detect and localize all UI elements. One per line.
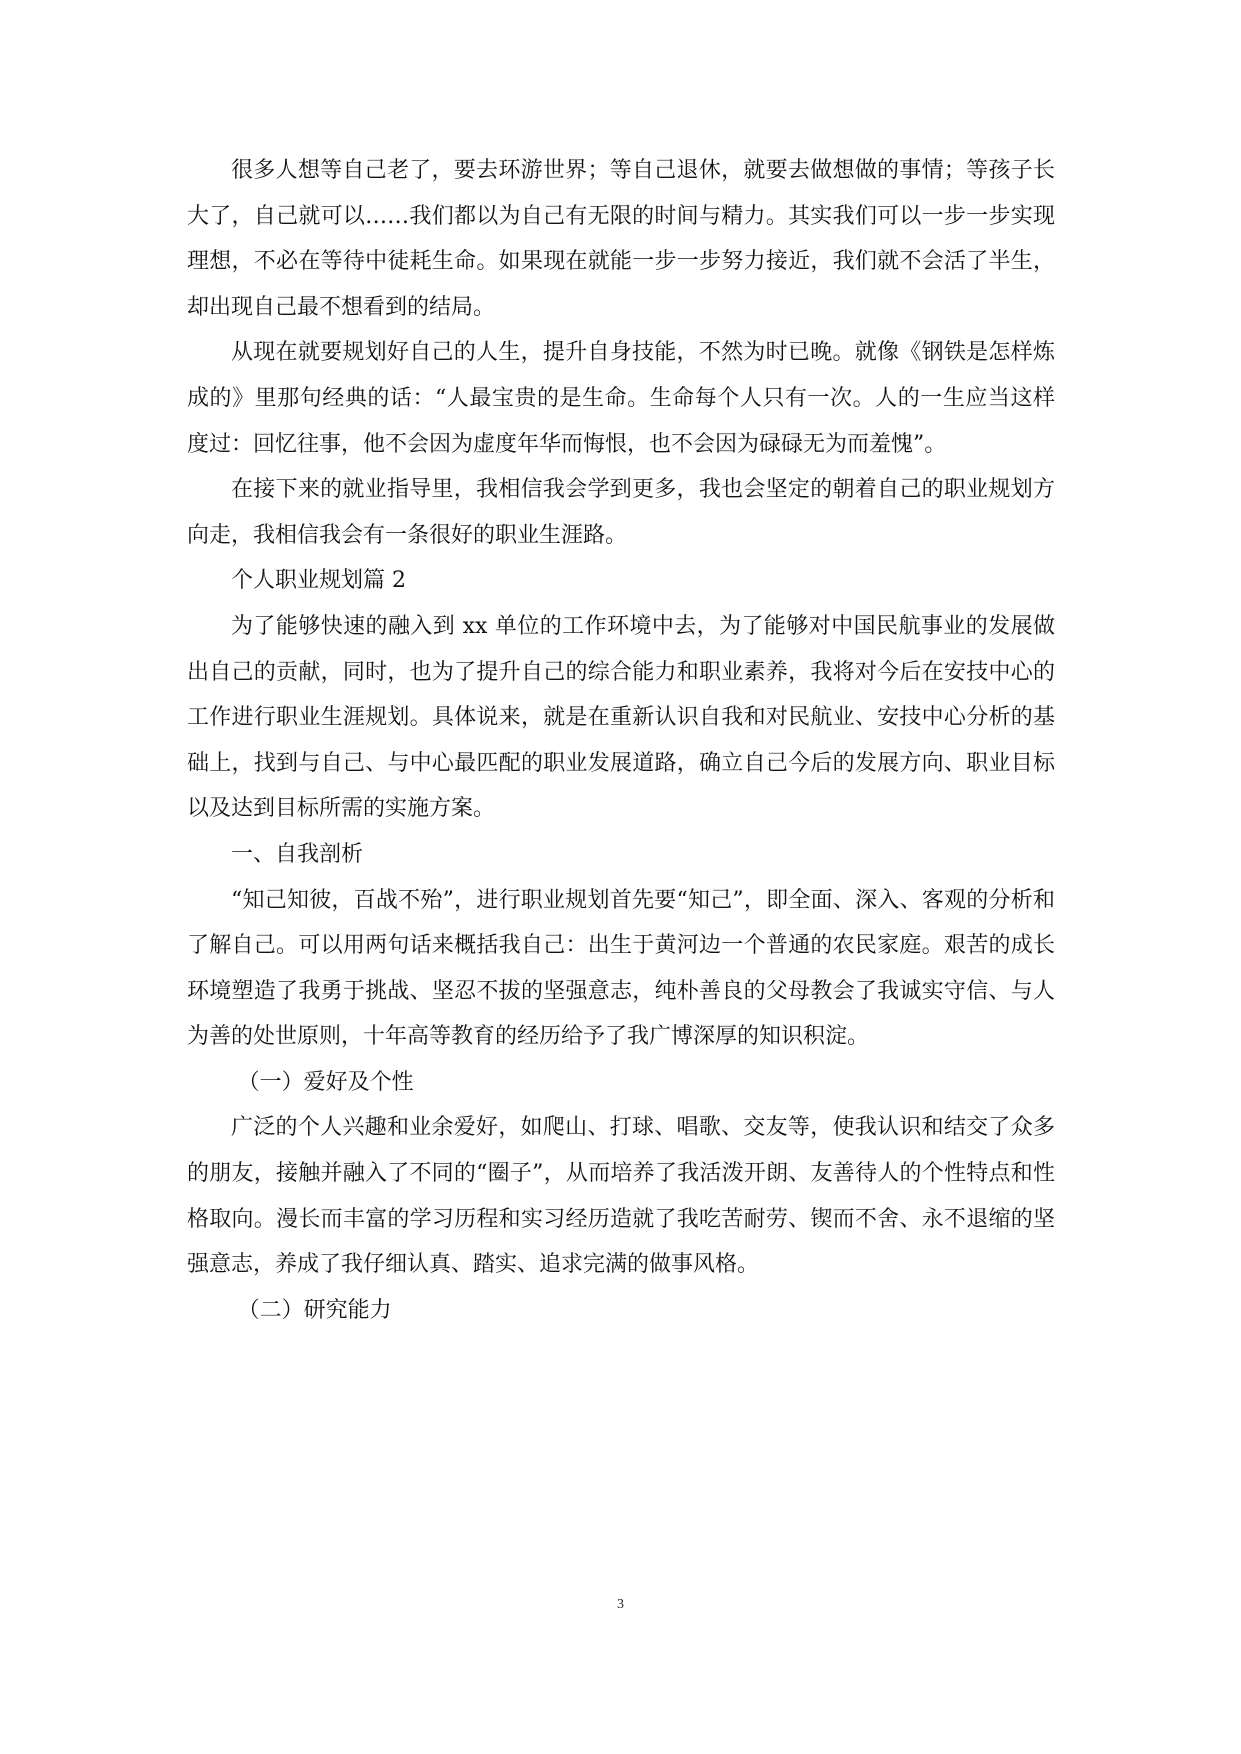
- paragraph-time-and-dreams: 很多人想等自己老了，要去环游世界；等自己退休，就要去做想做的事情；等孩子长大了，自己就可以……我们都以为自己有无限的时间与精力。其实我们可以一步一步实现理想，不必在等待中徒耗生命。如果现在就能一步一步努力接近，我们就不会活了半生，却出现自己最不想看到的结局。: [187, 158, 1055, 320]
- subheading-research-ability: （二）研究能力: [237, 1297, 392, 1323]
- paragraph-hobbies: 广泛的个人兴趣和业余爱好，如爬山、打球、唱歌、交友等，使我认识和结交了众多的朋友，接触并融入了不同的“圈子”，从而培养了我活泼开朗、友善待人的个性特点和性格取向。漫长而丰富的学习历程和实习经历造就了我吃苦耐劳、锲而不舍、永不退缩的坚强意志，养成了我仔细认真、踏实、追求完满的做事风格。: [187, 1115, 1055, 1278]
- heading-self-analysis: 一、自我剖析: [231, 841, 364, 867]
- subheading-hobbies-personality: （一）爱好及个性: [237, 1069, 414, 1095]
- paragraph-know-yourself: “知己知彼，百战不殆”，进行职业规划首先要“知己”，即全面、深入、客观的分析和了解自己。可以用两句话来概括我自己：出生于黄河边一个普通的农民家庭。艰苦的成长环境塑造了我勇于挑战、坚忍不拔的坚强意志，纯朴善良的父母教会了我诚实守信、与人为善的处世原则，十年高等教育的经历给予了我广博深厚的知识积淀。: [187, 887, 1055, 1050]
- paragraph-career-plan-intro: 为了能够快速的融入到 xx 单位的工作环境中去，为了能够对中国民航事业的发展做出自己的贡献，同时，也为了提升自己的综合能力和职业素养，我将对今后在安技中心的工作进行职业生涯规划。具体说来，就是在重新认识自我和对民航业、安技中心分析的基础上，找到与自己、与中心最匹配的职业发展道路，确立自己今后的发展方向、职业目标以及达到目标所需的实施方案。: [187, 613, 1055, 822]
- section-title-career-plan-2: 个人职业规划篇 2: [231, 568, 406, 594]
- paragraph-plan-life-quote: 从现在就要规划好自己的人生，提升自身技能，不然为时已晚。就像《钢铁是怎样炼成的》里那句经典的话：“人最宝贵的是生命。生命每个人只有一次。人的一生应当这样度过：回忆往事，他不会因为虚度年华而悔恨，也不会因为碌碌无为而羞愧”。: [187, 340, 1055, 457]
- page-body: [187, 148, 1055, 1333]
- page-number: 3: [617, 1597, 624, 1612]
- paragraph-employment-guidance: 在接下来的就业指导里，我相信我会学到更多，我也会坚定的朝着自己的职业规划方向走，我相信我会有一条很好的职业生涯路。: [187, 477, 1055, 548]
